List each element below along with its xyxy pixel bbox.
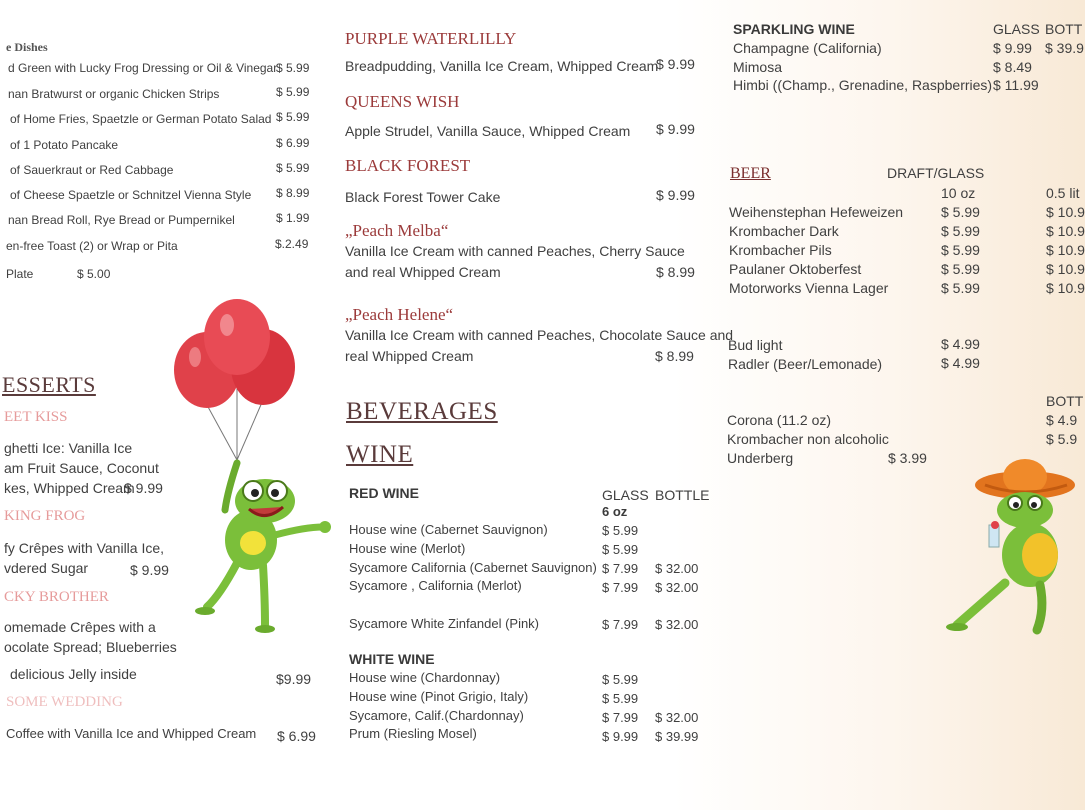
wine-glass-price: $ 5.99: [602, 523, 639, 538]
dessert-desc: ghetti Ice: Vanilla Ice: [4, 440, 133, 456]
side-dish-name: of Home Fries, Spaetzle or German Potato Salad: [10, 112, 272, 126]
side-dish-price: $.2.49: [275, 237, 309, 251]
plate-name: Plate: [6, 267, 34, 281]
wine-glass-price: $ 9.99: [602, 729, 639, 744]
side-dish-price: $ 8.99: [276, 186, 310, 200]
bottle-beer-name: Corona (11.2 oz): [727, 412, 832, 428]
beer-name: Bud light: [728, 337, 783, 353]
dessert-desc: Black Forest Tower Cake: [345, 189, 501, 205]
dessert-king-frog-title: KING FROG: [4, 508, 86, 524]
wine-glass-price: $ 7.99: [602, 710, 639, 725]
side-dish-name: nan Bread Roll, Rye Bread or Pumpernikel: [8, 213, 235, 227]
wine-name: Sycamore White Zinfandel (Pink): [349, 616, 540, 631]
dessert-price: $ 6.99: [277, 728, 316, 744]
beer-name: Paulaner Oktoberfest: [729, 261, 862, 277]
beer-name: Krombacher Dark: [729, 223, 839, 239]
white-wine-heading: WHITE WINE: [349, 651, 435, 667]
dessert-desc: real Whipped Cream: [345, 348, 474, 364]
red-wine-size: 6 oz: [602, 504, 628, 519]
dessert-desc: Coffee with Vanilla Ice and Whipped Cream: [6, 726, 257, 741]
side-dish-name: of Sauerkraut or Red Cabbage: [10, 163, 174, 177]
wine-name: House wine (Merlot): [349, 541, 466, 556]
beer-heading: BEER: [730, 165, 771, 182]
beer-name: Weihenstephan Hefeweizen: [729, 204, 904, 220]
bottle-beer-price: $ 4.9: [1046, 412, 1078, 428]
beer-large-price: $ 10.9: [1046, 242, 1085, 258]
wine-name: House wine (Chardonnay): [349, 670, 501, 685]
dessert-price: $ 9.99: [124, 480, 163, 496]
side-dish-price: $ 5.99: [276, 110, 310, 124]
desserts-heading: ESSERTS: [2, 372, 96, 397]
red-wine-heading: RED WINE: [349, 485, 419, 501]
wine-bottle-price: $ 32.00: [655, 561, 699, 576]
wine-name: House wine (Pinot Grigio, Italy): [349, 689, 529, 704]
dessert-price: $ 9.99: [656, 56, 695, 72]
red-wine-glass-col: GLASS: [602, 487, 649, 503]
side-dish-name: d Green with Lucky Frog Dressing or Oil & Vinegar: [8, 61, 278, 75]
dessert-title: QUEENS WISH: [345, 92, 460, 111]
dessert-price: $ 8.99: [655, 348, 694, 364]
dessert-price: $ 9.99: [656, 121, 695, 137]
sparkling-glass-price: $ 8.49: [993, 59, 1032, 75]
side-dish-price: $ 5.99: [276, 85, 310, 99]
dessert-price: $ 8.99: [656, 264, 695, 280]
balloons-icon: [174, 299, 295, 460]
side-dish-name: of Cheese Spaetzle or Schnitzel Vienna Style: [10, 188, 252, 202]
sparkling-bottle-price: $ 39.9: [1045, 40, 1084, 56]
wine-glass-price: $ 7.99: [602, 561, 639, 576]
side-dish-price: $ 5.99: [276, 161, 310, 175]
bottle-beer-name: Underberg: [727, 450, 794, 466]
dessert-desc: Vanilla Ice Cream with canned Peaches, Cherry Sauce: [345, 243, 685, 259]
dessert-title: „Peach Helene“: [345, 305, 454, 324]
beer-small-price: $ 5.99: [941, 242, 980, 258]
dessert-title: „Peach Melba“: [345, 221, 449, 240]
bottle-beer-price: $ 5.9: [1046, 431, 1078, 447]
bottle-column-heading: BOTT: [1046, 393, 1084, 409]
side-dish-price: $ 1.99: [276, 211, 310, 225]
beer-price: $ 4.99: [941, 355, 980, 371]
beer-name: Radler (Beer/Lemonade): [728, 356, 883, 372]
sparkling-wine-heading: SPARKLING WINE: [733, 21, 855, 37]
sparkling-name: Mimosa: [733, 59, 783, 75]
side-dish-name: nan Bratwurst or organic Chicken Strips: [8, 87, 220, 101]
wine-glass-price: $ 5.99: [602, 542, 639, 557]
bottle-beer-price: $ 3.99: [888, 450, 927, 466]
dessert-lucky-brother-title: CKY BROTHER: [4, 589, 109, 605]
wine-glass-price: $ 5.99: [602, 672, 639, 687]
wine-glass-price: $ 5.99: [602, 691, 639, 706]
side-dishes-title: e Dishes: [6, 40, 48, 54]
side-dish-price: $ 5.99: [276, 61, 310, 75]
dessert-desc: Breadpudding, Vanilla Ice Cream, Whipped Cream: [345, 58, 659, 74]
wine-name: Prum (Riesling Mosel): [349, 726, 477, 741]
dessert-price: $ 9.99: [130, 562, 169, 578]
dessert-price: $ 9.99: [656, 187, 695, 203]
wine-bottle-price: $ 32.00: [655, 617, 699, 632]
sparkling-glass-price: $ 9.99: [993, 40, 1032, 56]
beer-large-price: $ 10.9: [1046, 261, 1085, 277]
sparkling-name: Himbi ((Champ., Grenadine, Raspberries): [733, 77, 993, 93]
beer-small-price: $ 5.99: [941, 261, 980, 277]
beer-large-price: $ 10.9: [1046, 204, 1085, 220]
beer-draft-col: DRAFT/GLASS: [887, 165, 985, 181]
frog-with-balloons-icon: [165, 295, 335, 640]
beverages-heading: BEVERAGES: [346, 398, 498, 425]
wine-bottle-price: $ 39.99: [655, 729, 699, 744]
dessert-desc: kes, Whipped Cream: [4, 480, 135, 496]
side-dish-name: of 1 Potato Pancake: [10, 138, 119, 152]
beer-small-price: $ 5.99: [941, 223, 980, 239]
plate-price: $ 5.00: [77, 267, 111, 281]
beer-size-large: 0.5 lit: [1046, 185, 1080, 201]
wine-name: Sycamore, Calif.(Chardonnay): [349, 708, 524, 723]
dessert-desc: ocolate Spread; Blueberries: [4, 639, 177, 655]
wine-name: Sycamore , California (Merlot): [349, 578, 522, 593]
dessert-desc: omemade Crêpes with a: [4, 619, 156, 635]
beer-size-small: 10 oz: [941, 185, 976, 201]
beer-name: Krombacher Pils: [729, 242, 832, 258]
sparkling-name: Champagne (California): [733, 40, 882, 56]
dessert-desc: am Fruit Sauce, Coconut: [4, 460, 159, 476]
wine-glass-price: $ 7.99: [602, 580, 639, 595]
dessert-desc: Vanilla Ice Cream with canned Peaches, Chocolate Sauce and: [345, 327, 734, 343]
wine-name: House wine (Cabernet Sauvignon): [349, 522, 548, 537]
wine-bottle-price: $ 32.00: [655, 710, 699, 725]
beer-small-price: $ 5.99: [941, 280, 980, 296]
bottle-beer-name: Krombacher non alcoholic: [727, 431, 889, 447]
dessert-wedding-title: SOME WEDDING: [6, 694, 123, 710]
beer-name: Motorworks Vienna Lager: [729, 280, 889, 296]
dessert-desc: and real Whipped Cream: [345, 264, 501, 280]
red-wine-bottle-col: BOTTLE: [655, 487, 710, 503]
dessert-desc: delicious Jelly inside: [10, 666, 137, 682]
side-dish-price: $ 6.99: [276, 136, 310, 150]
dessert-desc: Apple Strudel, Vanilla Sauce, Whipped Cream: [345, 123, 631, 139]
frog-with-sombrero-icon: [945, 455, 1080, 635]
beer-price: $ 4.99: [941, 336, 980, 352]
sparkling-bottle-col: BOTT: [1045, 21, 1083, 37]
dessert-price: $9.99: [276, 671, 312, 687]
dessert-title: PURPLE WATERLILLY: [345, 29, 517, 48]
beer-large-price: $ 10.9: [1046, 280, 1085, 296]
dessert-sweet-kiss-title: EET KISS: [4, 409, 68, 425]
wine-bottle-price: $ 32.00: [655, 580, 699, 595]
wine-glass-price: $ 7.99: [602, 617, 639, 632]
side-dish-name: en-free Toast (2) or Wrap or Pita: [6, 239, 178, 253]
beer-large-price: $ 10.9: [1046, 223, 1085, 239]
dessert-title: BLACK FOREST: [345, 156, 471, 175]
wine-heading: WINE: [346, 441, 414, 468]
beer-small-price: $ 5.99: [941, 204, 980, 220]
sparkling-glass-price: $ 11.99: [993, 77, 1039, 93]
wine-name: Sycamore California (Cabernet Sauvignon): [349, 560, 597, 575]
dessert-desc: fy Crêpes with Vanilla Ice,: [4, 540, 165, 556]
sparkling-glass-col: GLASS: [993, 21, 1040, 37]
dessert-desc: vdered Sugar: [4, 560, 89, 576]
